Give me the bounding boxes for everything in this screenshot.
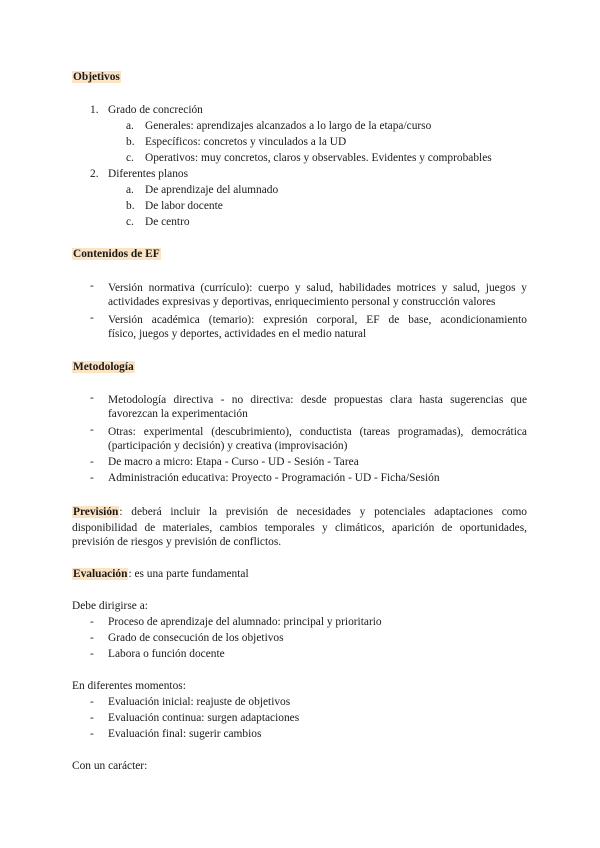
sub-list-item: Operativos: muy concretos, claros y observables. Evidentes y comprobables — [145, 152, 492, 164]
bullet-text-line: (participación y decisión) y creativa (improvisación) — [108, 440, 348, 452]
prevision-paragraph-line: previsión de riesgos y previsión de conflictos. — [72, 536, 282, 548]
bullet-text-line: De macro a micro: Etapa - Curso - UD - Sesión - Tarea — [108, 456, 359, 468]
list-item: Evaluación continua: surgen adaptaciones — [108, 712, 300, 724]
bullet-dash: - — [90, 280, 94, 292]
bullet-dash: - — [90, 632, 94, 644]
list-letter: a. — [126, 120, 134, 132]
metodologia-heading: Metodología — [73, 361, 134, 373]
bullet-text-line: favorezcan la experimentación — [108, 408, 248, 420]
bullet-dash: - — [90, 392, 94, 404]
bullet-dash: - — [90, 696, 94, 708]
bullet-text-line: Versión normativa (currículo): cuerpo y salud, habilidades motrices y salud, juegos y — [108, 282, 527, 294]
list-letter: b. — [126, 136, 135, 148]
list-item: Grado de consecución de los objetivos — [108, 632, 284, 644]
prevision-paragraph-line: disponibilidad de materiales, cambios temporales y climáticos, aparición de oportunidades, — [72, 522, 527, 534]
dirigirse-intro: Debe dirigirse a: — [72, 600, 148, 612]
bullet-dash: - — [90, 728, 94, 740]
list-item: Proceso de aprendizaje del alumnado: principal y prioritario — [108, 616, 382, 628]
objetivos-heading: Objetivos — [73, 71, 120, 83]
list-item: Diferentes planos — [108, 168, 189, 180]
list-letter: c. — [126, 152, 134, 164]
evaluacion-label: Evaluación — [73, 568, 128, 580]
list-letter: a. — [126, 184, 134, 196]
list-item: Labora o función docente — [108, 648, 225, 660]
bullet-dash: - — [90, 312, 94, 324]
sub-list-item: De aprendizaje del alumnado — [145, 184, 279, 196]
bullet-dash: - — [90, 712, 94, 724]
list-number: 1. — [90, 104, 99, 116]
contenidos-heading: Contenidos de EF — [73, 248, 160, 260]
bullet-dash: - — [90, 648, 94, 660]
bullet-dash: - — [90, 616, 94, 628]
sub-list-item: Específicos: concretos y vinculados a la UD — [145, 136, 347, 148]
bullet-dash: - — [90, 424, 94, 436]
bullet-text-line: actividades expresivas y deportivas, enriquecimiento personal y construcción valores — [108, 296, 496, 308]
prevision-paragraph-line: Previsión: deberá incluir la previsión de necesidades y potenciales adaptaciones como — [73, 506, 527, 518]
bullet-text-line: Versión académica (temario): expresión corporal, EF de base, acondicionamiento — [108, 314, 527, 326]
sub-list-item: De centro — [145, 216, 190, 228]
list-letter: c. — [126, 216, 134, 228]
sub-list-item: Generales: aprendizajes alcanzados a lo largo de la etapa/curso — [145, 120, 432, 132]
prevision-label: Previsión — [73, 506, 119, 518]
list-item: Evaluación final: sugerir cambios — [108, 728, 262, 740]
sub-list-item: De labor docente — [145, 200, 223, 212]
bullet-text-line: físico, juegos y deportes, actividades en el medio natural — [108, 328, 367, 340]
list-item: Grado de concreción — [108, 104, 203, 116]
bullet-dash: - — [90, 456, 94, 468]
evaluacion-paragraph: Evaluación: es una parte fundamental — [73, 568, 249, 580]
list-letter: b. — [126, 200, 135, 212]
momentos-intro: En diferentes momentos: — [72, 680, 186, 692]
list-number: 2. — [90, 168, 99, 180]
list-item: Evaluación inicial: reajuste de objetivos — [108, 696, 291, 708]
caracter-intro: Con un carácter: — [72, 760, 148, 772]
bullet-dash: - — [90, 472, 94, 484]
bullet-text-line: Otras: experimental (descubrimiento), conductista (tareas programadas), democrática — [108, 426, 527, 438]
bullet-text-line: Metodología directiva - no directiva: desde propuestas clara hasta sugerencias que — [108, 394, 527, 406]
bullet-text-line: Administración educativa: Proyecto - Programación - UD - Ficha/Sesión — [108, 472, 440, 484]
